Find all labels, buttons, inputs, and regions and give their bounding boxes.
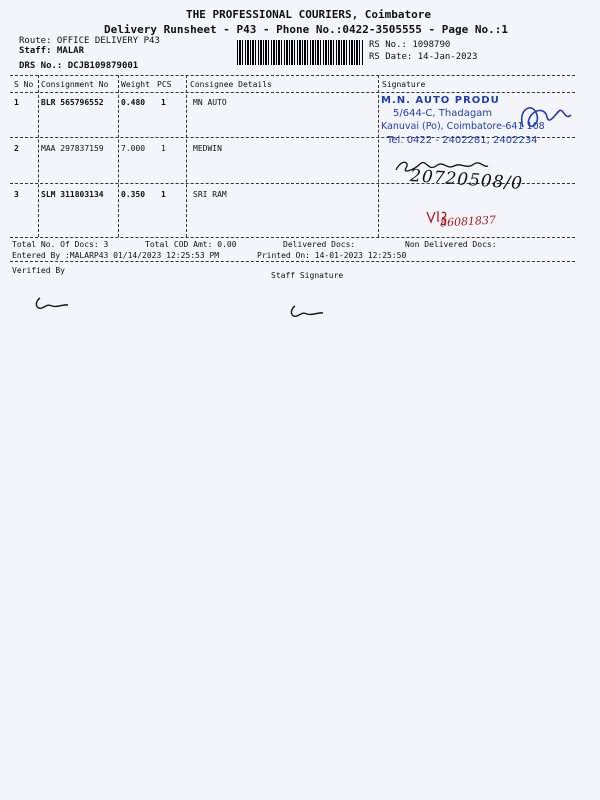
col-divider: [186, 75, 187, 237]
col-divider: [118, 75, 119, 237]
row-consignment: BLR 565796552: [41, 98, 104, 107]
row-weight: 7.000: [121, 144, 146, 153]
stamp-line-3: Kanuvai (Po), Coimbatore-641 108: [381, 121, 545, 132]
verified-by-label: Verified By: [12, 266, 65, 275]
staff-signature: [287, 302, 327, 322]
signature-scribble: [515, 97, 575, 137]
summary-rule: [10, 261, 575, 262]
stamp-line-4: Tel. 0422 - 2402281, 2402234: [387, 135, 538, 146]
rs-date: RS Date: 14-Jan-2023: [369, 52, 478, 62]
rs-number: RS No.: 1098790: [369, 40, 451, 50]
row-pcs: 1: [161, 144, 166, 153]
row-sno: 3: [14, 190, 19, 199]
staff: Staff: MALAR: [19, 46, 85, 56]
total-cod: Total COD Amt: 0.00: [145, 240, 237, 249]
row-consignee: MN AUTO: [193, 98, 227, 107]
delivered-docs: Delivered Docs:: [283, 240, 356, 249]
row-weight: 0.480: [121, 98, 146, 107]
non-delivered-docs: Non Delivered Docs:: [405, 240, 497, 249]
handwritten-red-number: 86081837: [439, 213, 497, 230]
row-sno: 2: [14, 144, 19, 153]
table-top-rule: [10, 75, 575, 76]
row-consignment: SLM 311803134: [41, 190, 104, 199]
row-pcs: 1: [161, 98, 166, 107]
table-bottom-rule: [10, 237, 575, 238]
row-weight: 0.350: [121, 190, 146, 199]
handwritten-number: 20720508/0: [409, 166, 524, 194]
staff-signature-label: Staff Signature: [271, 271, 344, 280]
barcode: [237, 40, 364, 65]
col-header-weight: Weight: [121, 80, 150, 89]
col-divider: [378, 75, 379, 237]
col-header-pcs: PCS: [157, 80, 172, 89]
stamp-line-1: M.N. AUTO PRODU: [381, 95, 500, 106]
row-consignment: MAA 297837159: [41, 144, 104, 153]
row-consignee: SRI RAM: [193, 190, 227, 199]
total-docs: Total No. Of Docs: 3: [12, 240, 109, 249]
table-header-rule: [10, 92, 575, 93]
col-header-consignment: Consignment No: [41, 80, 109, 89]
stamp-line-2: 5/644-C, Thadagam: [393, 108, 493, 119]
company-name: THE PROFESSIONAL COURIERS, Coimbatore: [186, 8, 432, 21]
drs-number: DRS No.: DCJB109879001: [19, 61, 139, 71]
col-header-sno: S No: [14, 80, 34, 89]
row-sno: 1: [14, 98, 19, 107]
row-consignee: MEDWIN: [193, 144, 222, 153]
route: Route: OFFICE DELIVERY P43: [19, 36, 160, 46]
col-divider: [38, 75, 39, 237]
printed-on: Printed On: 14-01-2023 12:25:50: [257, 251, 407, 260]
col-header-consignee: Consignee Details: [190, 80, 272, 89]
row-pcs: 1: [161, 190, 166, 199]
entered-by: Entered By :MALARP43 01/14/2023 12:25:53 PM: [12, 251, 220, 260]
runsheet-title: Delivery Runsheet - P43 - Phone No.:0422-3505555 - Page No.:1: [104, 23, 508, 36]
verified-signature: [32, 294, 72, 314]
col-header-signature: Signature: [382, 80, 426, 89]
